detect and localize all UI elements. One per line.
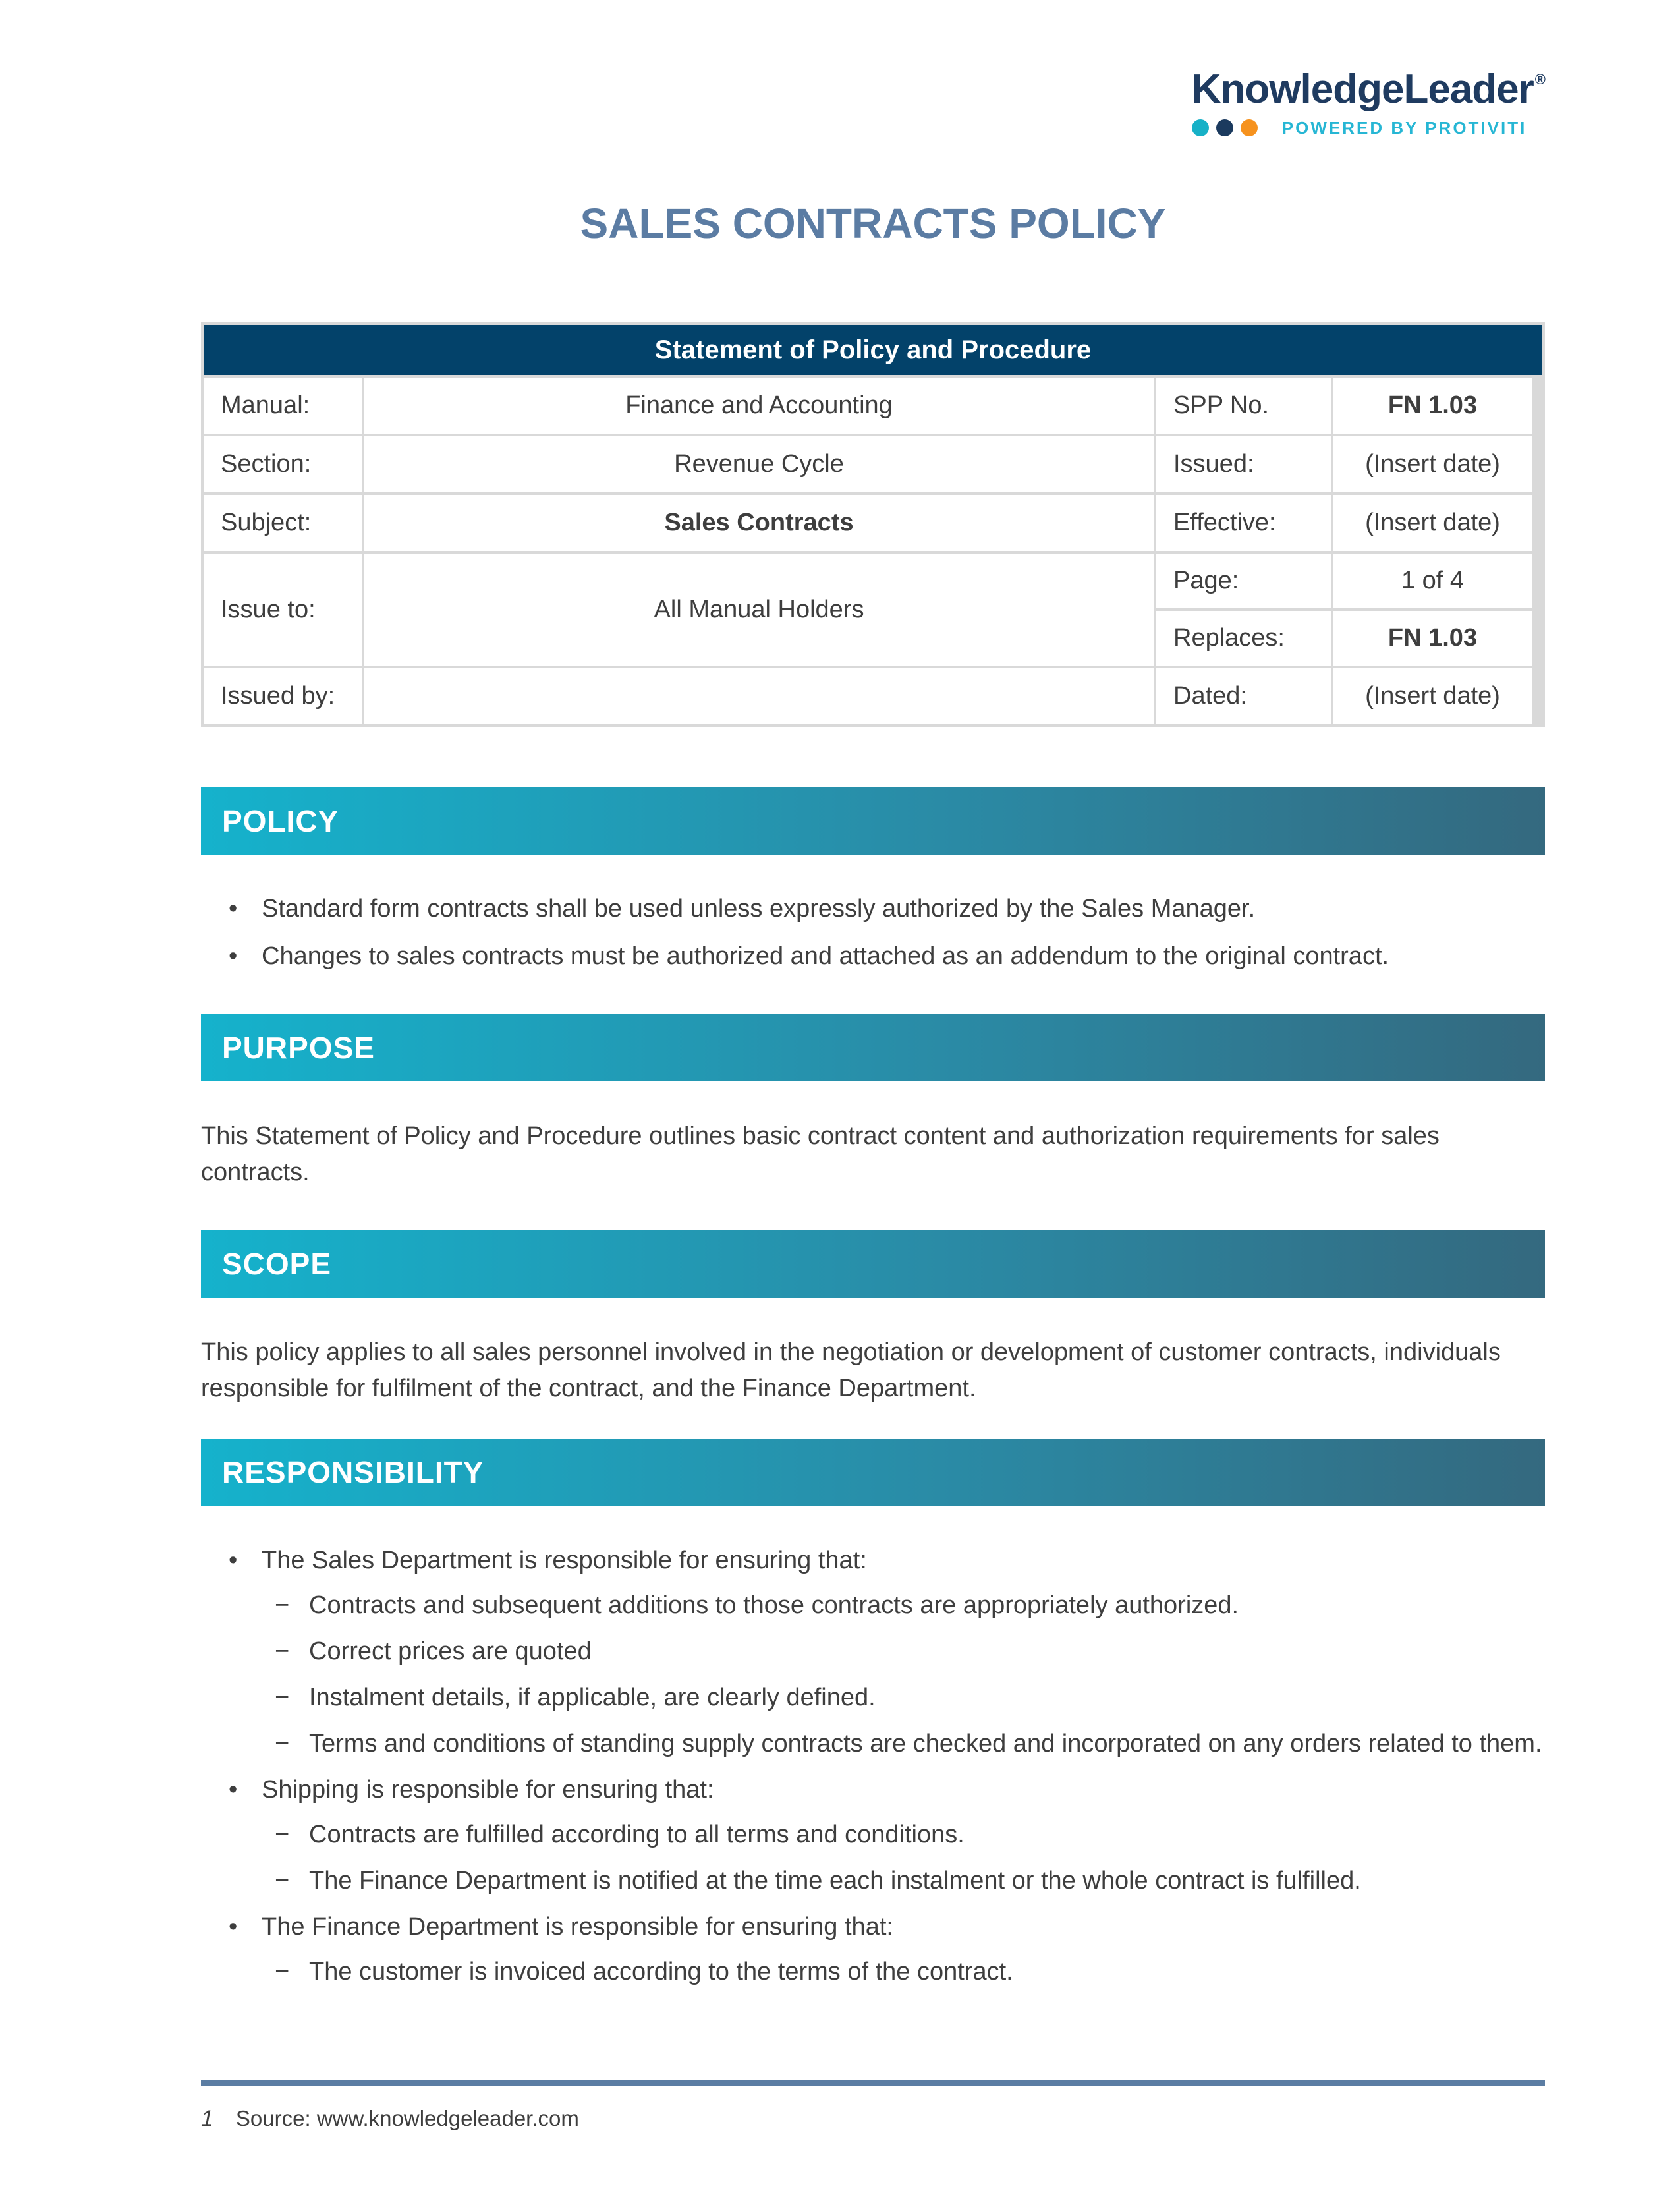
table-value-section: Revenue Cycle xyxy=(364,436,1154,492)
table-label-issued-by: Issued by: xyxy=(204,668,362,724)
table-label-replaces: Replaces: xyxy=(1156,611,1331,666)
logo-dot-orange-icon xyxy=(1241,119,1258,136)
table-value-manual: Finance and Accounting xyxy=(364,378,1154,434)
footer-source: Source: www.knowledgeleader.com xyxy=(235,2106,579,2130)
list-item xyxy=(201,1544,1545,1577)
bullet-icon: • xyxy=(229,1913,238,1941)
sub-list-item-text: The Finance Department is notified at the time each instalment or the whole contract is fulfilled. xyxy=(309,1867,1361,1895)
spp-table-header: Statement of Policy and Procedure xyxy=(204,325,1542,378)
page-footer xyxy=(201,2080,1545,2132)
table-value-replaces: FN 1.03 xyxy=(1333,611,1532,666)
sub-list-item xyxy=(201,1818,1545,1851)
table-label-page: Page: xyxy=(1156,554,1331,608)
scope-paragraph: This policy applies to all sales personnel involved in the negotiation or development of customer contracts, individuals responsible for fulfilment of the contract, and the Finance Department. xyxy=(201,1338,1501,1402)
sub-list-item-text: Instalment details, if applicable, are clearly defined. xyxy=(309,1684,876,1711)
registered-trademark-icon: ® xyxy=(1534,71,1545,88)
knowledgeleader-logo xyxy=(1192,58,1545,136)
sub-list-item xyxy=(201,1681,1545,1714)
logo-tagline: POWERED BY PROTIVITI xyxy=(1281,118,1527,138)
sub-list-item-text: The customer is invoiced according to the terms of the contract. xyxy=(309,1958,1013,1985)
section-heading-purpose: PURPOSE xyxy=(201,1014,1545,1081)
footnote-number: 1 xyxy=(201,2106,213,2131)
logo-brand-name: KnowledgeLeader xyxy=(1191,67,1534,112)
sub-list-item-text: Contracts and subsequent additions to those contracts are appropriately authorized. xyxy=(309,1591,1239,1619)
list-item xyxy=(201,939,1545,973)
list-item-text: The Sales Department is responsible for ensuring that: xyxy=(262,1547,867,1574)
sub-list-item-text: Terms and conditions of standing supply contracts are checked and incorporated on any orders related to them. xyxy=(309,1730,1542,1757)
footer-text xyxy=(201,2106,1545,2132)
table-label-manual: Manual: xyxy=(204,378,362,434)
logo-dot-teal-icon xyxy=(1192,119,1209,136)
dash-icon: − xyxy=(275,1821,290,1848)
table-value-dated: (Insert date) xyxy=(1333,668,1532,724)
table-label-issue-to: Issue to: xyxy=(204,554,362,666)
responsibility-list xyxy=(201,1544,1545,1988)
table-value-effective: (Insert date) xyxy=(1333,495,1532,551)
footer-divider xyxy=(201,2080,1545,2086)
table-label-effective: Effective: xyxy=(1156,495,1331,551)
table-label-spp-no: SPP No. xyxy=(1156,378,1331,434)
sub-list-item xyxy=(201,1955,1545,1988)
dash-icon: − xyxy=(275,1684,290,1711)
list-item-text: The Finance Department is responsible for ensuring that: xyxy=(262,1913,893,1941)
header xyxy=(201,0,1545,136)
table-value-issued: (Insert date) xyxy=(1333,436,1532,492)
logo-tagline-row xyxy=(1192,119,1545,136)
sub-list-item xyxy=(201,1864,1545,1897)
bullet-icon: • xyxy=(229,1776,238,1804)
spp-table-grid xyxy=(204,378,1542,724)
page-title: SALES CONTRACTS POLICY xyxy=(580,200,1166,247)
table-label-subject: Subject: xyxy=(204,495,362,551)
policy-bullet-list xyxy=(201,892,1545,973)
table-label-section: Section: xyxy=(204,436,362,492)
dash-icon: − xyxy=(275,1730,290,1757)
purpose-paragraph: This Statement of Policy and Procedure outlines basic contract content and authorization requirements for sales contracts. xyxy=(201,1122,1440,1186)
table-value-spp-no: FN 1.03 xyxy=(1333,378,1532,434)
sub-list-item-text: Correct prices are quoted xyxy=(309,1638,592,1665)
list-item xyxy=(201,1773,1545,1806)
logo-dot-navy-icon xyxy=(1216,119,1233,136)
table-label-dated: Dated: xyxy=(1156,668,1331,724)
list-item xyxy=(201,1910,1545,1943)
table-value-page: 1 of 4 xyxy=(1333,554,1532,608)
dash-icon: − xyxy=(275,1591,290,1619)
sub-list-item xyxy=(201,1589,1545,1622)
dash-icon: − xyxy=(275,1867,290,1895)
table-value-issued-by xyxy=(364,668,1154,724)
section-heading-responsibility: RESPONSIBILITY xyxy=(201,1439,1545,1506)
spp-table xyxy=(201,322,1545,727)
sub-list-item xyxy=(201,1635,1545,1668)
dash-icon: − xyxy=(275,1958,290,1985)
sub-list-item-text: Contracts are fulfilled according to all terms and conditions. xyxy=(309,1821,965,1848)
bullet-icon: • xyxy=(229,1547,238,1574)
bullet-icon: • xyxy=(229,942,238,970)
bullet-icon: • xyxy=(229,895,238,923)
dash-icon: − xyxy=(275,1638,290,1665)
section-heading-scope: SCOPE xyxy=(201,1230,1545,1298)
list-item-text: Standard form contracts shall be used unless expressly authorized by the Sales Manager. xyxy=(262,895,1256,923)
sub-list-item xyxy=(201,1727,1545,1760)
section-heading-policy: POLICY xyxy=(201,787,1545,855)
table-value-subject: Sales Contracts xyxy=(364,495,1154,551)
logo-brand-text xyxy=(1192,58,1545,111)
list-item xyxy=(201,892,1545,926)
table-label-issued: Issued: xyxy=(1156,436,1331,492)
table-value-issue-to: All Manual Holders xyxy=(364,554,1154,666)
list-item-text: Shipping is responsible for ensuring that: xyxy=(262,1776,714,1804)
list-item-text: Changes to sales contracts must be authorized and attached as an addendum to the original contract. xyxy=(262,942,1389,970)
